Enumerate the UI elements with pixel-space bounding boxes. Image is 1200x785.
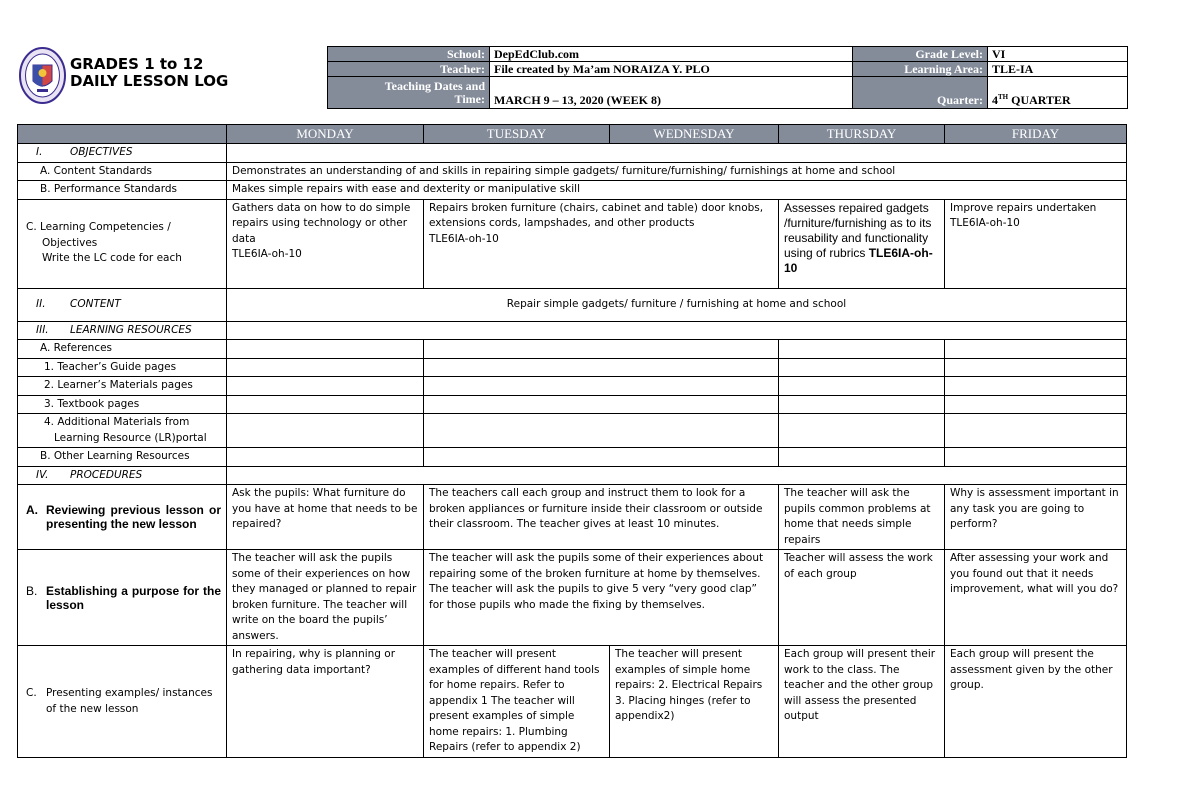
content-section-label bbox=[18, 288, 227, 321]
objectives-title: OBJECTIVES bbox=[70, 146, 133, 158]
tg-tue bbox=[424, 358, 779, 377]
lc-friday-text: Improve repairs undertaken bbox=[950, 201, 1097, 214]
procedure-b-friday: After assessing your work and you found out that it needs improvement, what will you do? bbox=[945, 550, 1127, 646]
objectives-section-label bbox=[18, 144, 227, 163]
day-friday: FRIDAY bbox=[945, 125, 1127, 144]
title-line-2: DAILY LESSON LOG bbox=[70, 72, 229, 90]
textbook-pages-label: 3. Textbook pages bbox=[18, 395, 227, 414]
references-mon bbox=[227, 340, 424, 359]
procedure-c-tuesday: The teacher will present examples of different hand tools for home repairs. Refer to appendix 1 The teacher will present examples of simple home repairs: 1. Plumbing Repairs (refer to appendix 2) bbox=[424, 646, 610, 758]
procedure-a-letter: A. bbox=[26, 503, 38, 517]
lc-friday-code: TLE6IA-oh-10 bbox=[950, 217, 1020, 229]
quarter-value bbox=[988, 77, 1128, 109]
quarter-label: Quarter: bbox=[853, 77, 988, 109]
objectives-num: I. bbox=[36, 146, 43, 158]
tb-fri bbox=[945, 395, 1127, 414]
teaching-dates-label-line2: Time: bbox=[454, 91, 485, 106]
day-header-row bbox=[18, 125, 1127, 144]
procedure-a-friday: Why is assessment important in any task you are going to perform? bbox=[945, 485, 1127, 550]
day-wednesday: WEDNESDAY bbox=[610, 125, 779, 144]
references-tue bbox=[424, 340, 779, 359]
content-num: II. bbox=[36, 297, 46, 310]
procedure-b-letter: B. bbox=[26, 583, 38, 598]
lc-label-line3: Write the LC code for each bbox=[42, 252, 182, 265]
procedures-section-cell bbox=[227, 466, 1127, 485]
content-standards-label: A. Content Standards bbox=[18, 162, 227, 181]
procedure-b-monday: The teacher will ask the pupils some of their experiences on how they managed or planned to repair broken furniture. The teacher will write on the board the pupils’ answers. bbox=[227, 550, 424, 646]
procedure-a-tuesday-wednesday: The teachers call each group and instruct them to look for a broken appliances or furniture inside their classroom or outside their classroom. The teacher gives at least 10 minutes. bbox=[424, 485, 779, 550]
procedure-c-monday: In repairing, why is planning or gathering data important? bbox=[227, 646, 424, 758]
am-mon bbox=[227, 414, 424, 448]
additional-materials-label bbox=[18, 414, 227, 448]
day-header-empty bbox=[18, 125, 227, 144]
lc-friday bbox=[945, 199, 1127, 288]
day-tuesday: TUESDAY bbox=[424, 125, 610, 144]
teacher-value: File created by Ma’am NORAIZA Y. PLO bbox=[490, 62, 853, 77]
other-thu bbox=[779, 448, 945, 467]
day-thursday: THURSDAY bbox=[779, 125, 945, 144]
references-fri bbox=[945, 340, 1127, 359]
learners-materials-label: 2. Learner’s Materials pages bbox=[18, 377, 227, 396]
procedure-a-thursday: The teacher will ask the pupils common problems at home that needs simple repairs bbox=[779, 485, 945, 550]
school-value: DepEdClub.com bbox=[490, 47, 853, 62]
procedure-b-tuesday-wednesday: The teacher will ask the pupils some of their experiences about repairing some of the broken furniture at home by themselves. The teacher will ask the pupils to give 5 very “very good clap” for those pupils who made the fixing by themselves. bbox=[424, 550, 779, 646]
header-info-table bbox=[327, 46, 1128, 109]
procedure-c-label bbox=[18, 646, 227, 758]
lm-fri bbox=[945, 377, 1127, 396]
procedure-b-text: Establishing a purpose for the lesson bbox=[46, 583, 221, 612]
content-value: Repair simple gadgets/ furniture / furnishing at home and school bbox=[227, 288, 1127, 321]
content-title: CONTENT bbox=[70, 297, 121, 310]
tb-mon bbox=[227, 395, 424, 414]
procedures-num: IV. bbox=[36, 468, 49, 481]
references-thu bbox=[779, 340, 945, 359]
am-tue bbox=[424, 414, 779, 448]
document-title bbox=[70, 56, 228, 90]
title-line-1: GRADES 1 to 12 bbox=[70, 55, 204, 73]
procedure-b-thursday: Teacher will assess the work of each group bbox=[779, 550, 945, 646]
deped-seal-icon bbox=[19, 47, 66, 104]
lc-tuesday-code: TLE6IA-oh-10 bbox=[429, 232, 499, 245]
procedure-a-text: Reviewing previous lesson or presenting the new lesson bbox=[46, 503, 221, 531]
tb-tue bbox=[424, 395, 779, 414]
lc-tuesday bbox=[424, 199, 779, 288]
quarter-word: QUARTER bbox=[1008, 93, 1071, 107]
content-standards-value: Demonstrates an understanding of and skills in repairing simple gadgets/ furniture/furnishing/ furnishings at home and school bbox=[227, 162, 1127, 181]
resources-num: III. bbox=[36, 323, 49, 336]
teaching-dates-label bbox=[328, 77, 490, 109]
teacher-label: Teacher: bbox=[328, 62, 490, 77]
teaching-dates-label-line1: Teaching Dates and bbox=[384, 78, 485, 93]
references-label: A. References bbox=[18, 340, 227, 359]
tg-thu bbox=[779, 358, 945, 377]
lc-monday-code: TLE6IA-oh-10 bbox=[232, 248, 302, 260]
learning-area-label: Learning Area: bbox=[853, 62, 988, 77]
tg-mon bbox=[227, 358, 424, 377]
day-monday: MONDAY bbox=[227, 125, 424, 144]
objectives-section-cell bbox=[227, 144, 1127, 163]
procedures-title: PROCEDURES bbox=[70, 468, 143, 481]
procedures-section-label bbox=[18, 466, 227, 485]
lc-label-line1: C. Learning Competencies / bbox=[26, 221, 171, 234]
lm-tue bbox=[424, 377, 779, 396]
lm-thu bbox=[779, 377, 945, 396]
other-resources-label: B. Other Learning Resources bbox=[18, 448, 227, 467]
am-thu bbox=[779, 414, 945, 448]
tb-thu bbox=[779, 395, 945, 414]
procedure-a-label bbox=[18, 485, 227, 550]
school-label: School: bbox=[328, 47, 490, 62]
additional-materials-line1: 4. Additional Materials from bbox=[44, 416, 190, 428]
procedure-a-monday: Ask the pupils: What furniture do you have at home that needs to be repaired? bbox=[227, 485, 424, 550]
additional-materials-line2: Learning Resource (LR)portal bbox=[54, 431, 207, 444]
lm-mon bbox=[227, 377, 424, 396]
lc-label-line2: Objectives bbox=[42, 236, 98, 249]
performance-standards-value: Makes simple repairs with ease and dexterity or manipulative skill bbox=[227, 181, 1127, 200]
lesson-log-table bbox=[17, 124, 1127, 758]
teaching-dates-value: MARCH 9 – 13, 2020 (WEEK 8) bbox=[490, 77, 853, 109]
learning-area-value: TLE-IA bbox=[988, 62, 1128, 77]
resources-title: LEARNING RESOURCES bbox=[70, 323, 192, 336]
learning-resources-section-label bbox=[18, 321, 227, 340]
procedure-c-friday: Each group will present the assessment given by the other group. bbox=[945, 646, 1127, 758]
other-tue bbox=[424, 448, 779, 467]
procedure-c-letter: C. bbox=[26, 687, 37, 699]
lc-thursday-text: Assesses repaired gadgets /furniture/furnishing as to its reusability and functionality using of rubrics bbox=[784, 200, 932, 260]
quarter-number: 4 bbox=[992, 93, 998, 107]
grade-level-value: VI bbox=[988, 47, 1128, 62]
learning-competencies-label bbox=[18, 199, 227, 288]
procedure-b-label bbox=[18, 550, 227, 646]
am-fri bbox=[945, 414, 1127, 448]
teachers-guide-label: 1. Teacher’s Guide pages bbox=[18, 358, 227, 377]
lc-thursday-code: TLE6IA-oh-10 bbox=[784, 245, 933, 275]
procedure-c-wednesday: The teacher will present examples of simple home repairs: 2. Electrical Repairs 3. Placing hinges (refer to appendix2) bbox=[610, 646, 779, 758]
other-fri bbox=[945, 448, 1127, 467]
other-mon bbox=[227, 448, 424, 467]
lc-monday bbox=[227, 199, 424, 288]
quarter-suffix: TH bbox=[998, 93, 1009, 101]
learning-resources-cell bbox=[227, 321, 1127, 340]
lc-monday-text: Gathers data on how to do simple repairs using technology or other data bbox=[232, 201, 411, 245]
lc-thursday bbox=[779, 199, 945, 288]
procedure-c-text: Presenting examples/ instances of the new lesson bbox=[46, 687, 213, 715]
grade-level-label: Grade Level: bbox=[853, 47, 988, 62]
procedure-c-thursday: Each group will present their work to the class. The teacher and the other group will assess the presented output bbox=[779, 646, 945, 758]
tg-fri bbox=[945, 358, 1127, 377]
performance-standards-label: B. Performance Standards bbox=[18, 181, 227, 200]
lc-tuesday-text: Repairs broken furniture (chairs, cabinet and table) door knobs, extensions cords, lampshades, and other products bbox=[429, 201, 764, 229]
